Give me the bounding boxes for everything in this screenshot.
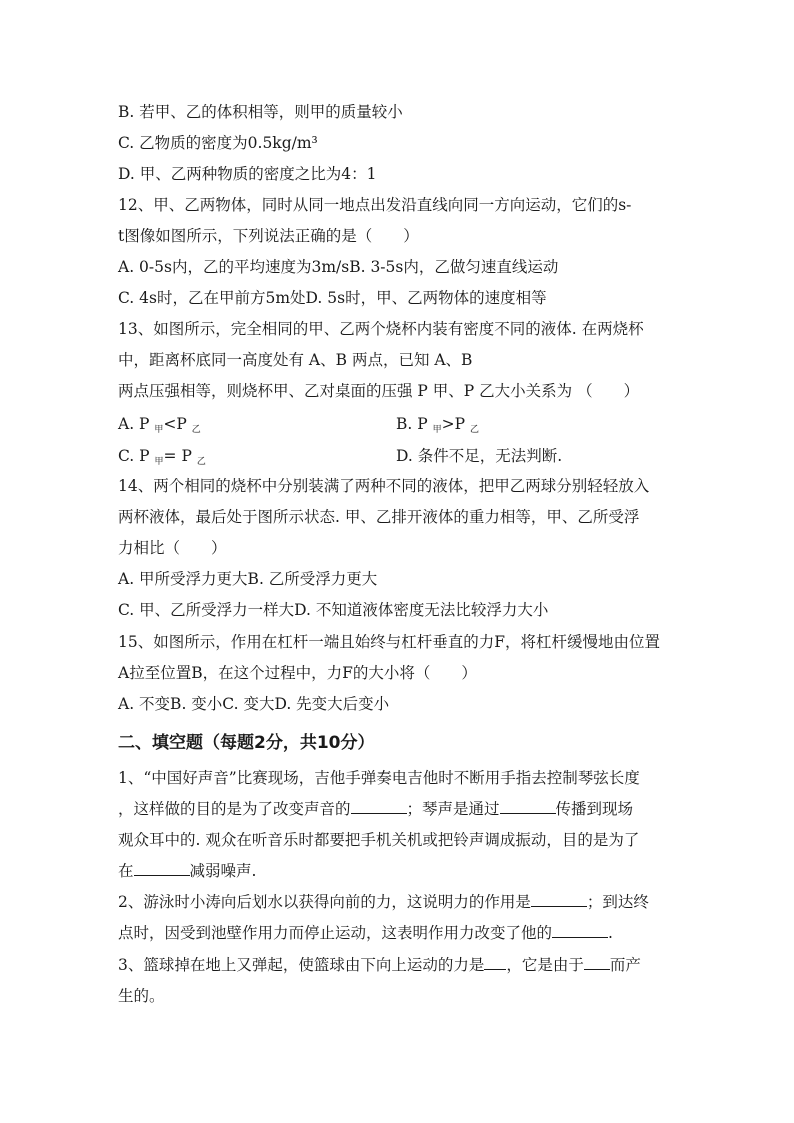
fill-question-2-line-1 (118, 892, 649, 912)
text-segment: 在 (118, 862, 134, 880)
text-segment: 传播到现场 (555, 800, 634, 818)
option-11b: B. 若甲、乙的体积相等，则甲的质量较小 (118, 103, 403, 121)
fill-question-1-line-4 (118, 861, 256, 881)
text-segment: ，这样做的目的是为了改变声音的 (118, 800, 351, 818)
text-segment: 而产 (609, 956, 641, 974)
question-12-line-1: 12、甲、乙两物体，同时从同一地点出发沿直线向同一方向运动，它们的s- (118, 196, 632, 214)
text-segment: ；到达终 (586, 893, 649, 911)
text-segment: 点时，因受到池壁作用力而停止运动，这表明作用力改变了他的 (118, 924, 553, 942)
option-operator: <P (163, 415, 192, 433)
option-operator: = P (163, 447, 197, 465)
subscript: 乙 (469, 425, 479, 435)
question-13-option-a (118, 414, 201, 440)
question-13-option-c (118, 446, 206, 472)
option-11c: C. 乙物质的密度为0.5kg/m³ (118, 134, 318, 152)
answer-blank[interactable] (500, 799, 556, 814)
question-12-options-cd: C. 4s时，乙在甲前方5m处D. 5s时，甲、乙两物体的速度相等 (118, 289, 547, 307)
question-13-option-b (396, 414, 479, 440)
question-14-line-3: 力相比（ ） (118, 539, 227, 557)
answer-blank[interactable] (531, 892, 587, 907)
subscript: 乙 (191, 425, 201, 435)
fill-question-1-line-3: 观众耳中的. 观众在听音乐时都要把手机关机或把铃声调成振动，目的是为了 (118, 831, 640, 849)
option-prefix: C. P (118, 447, 155, 465)
question-13-line-3: 两点压强相等，则烧杯甲、乙对桌面的压强 P 甲、P 乙大小关系为 （ ） (118, 382, 640, 400)
answer-blank[interactable] (484, 955, 506, 970)
fill-question-1-line-1: 1、“中国好声音”比赛现场，吉他手弹奏电吉他时不断用手指去控制琴弦长度 (118, 769, 640, 787)
text-segment: 2、游泳时小涛向后划水以获得向前的力，这说明力的作用是 (118, 893, 531, 911)
question-12-line-2: t图像如图所示，下列说法正确的是（ ） (118, 227, 419, 245)
subscript: 甲 (154, 425, 164, 435)
question-13-line-1: 13、如图所示，完全相同的甲、乙两个烧杯内装有密度不同的液体. 在两烧杯 (118, 320, 644, 338)
option-11d: D. 甲、乙两种物质的密度之比为4：1 (118, 165, 377, 183)
answer-blank[interactable] (552, 923, 608, 938)
question-12-options-ab: A. 0-5s内，乙的平均速度为3m/sB. 3-5s内，乙做匀速直线运动 (118, 258, 559, 276)
text-segment: . (608, 924, 613, 942)
question-14-line-2: 两杯液体，最后处于图所示状态. 甲、乙排开液体的重力相等，甲、乙所受浮 (118, 508, 640, 526)
answer-blank[interactable] (134, 861, 190, 876)
question-15-line-1: 15、如图所示，作用在杠杆一端且始终与杠杆垂直的力F，将杠杆缓慢地由位置 (118, 633, 660, 651)
option-prefix: A. P (118, 415, 155, 433)
question-13-line-2: 中，距离杯底同一高度处有 A、B 两点，已知 A、B (118, 351, 473, 369)
text-segment: ；琴声是通过 (406, 800, 500, 818)
question-14-options-cd: C. 甲、乙所受浮力一样大D. 不知道液体密度无法比较浮力大小 (118, 601, 549, 619)
section-heading: 二、填空题（每题2分，共10分） (118, 733, 375, 753)
fill-question-3-line-2: 生的。 (118, 987, 165, 1005)
fill-question-1-line-2 (118, 799, 633, 819)
option-operator: >P (441, 415, 470, 433)
question-15-options: A. 不变B. 变小C. 变大D. 先变大后变小 (118, 695, 390, 713)
fill-question-2-line-2 (118, 923, 613, 943)
question-13-option-d: D. 条件不足，无法判断. (396, 447, 563, 465)
fill-question-3-line-1 (118, 955, 641, 975)
question-14-line-1: 14、两个相同的烧杯中分别装满了两种不同的液体，把甲乙两球分别轻轻放入 (118, 477, 650, 495)
subscript: 乙 (196, 457, 206, 467)
answer-blank[interactable] (351, 799, 407, 814)
option-prefix: B. P (396, 415, 433, 433)
subscript: 甲 (432, 425, 442, 435)
text-segment: 减弱噪声. (189, 862, 257, 880)
answer-blank[interactable] (584, 955, 610, 970)
subscript: 甲 (154, 457, 164, 467)
question-14-options-ab: A. 甲所受浮力更大B. 乙所受浮力更大 (118, 570, 378, 588)
question-15-line-2: A拉至位置B，在这个过程中，力F的大小将（ ） (118, 664, 477, 682)
text-segment: 3、篮球掉在地上又弹起，使篮球由下向上运动的力是 (118, 956, 485, 974)
text-segment: ，它是由于 (506, 956, 584, 974)
